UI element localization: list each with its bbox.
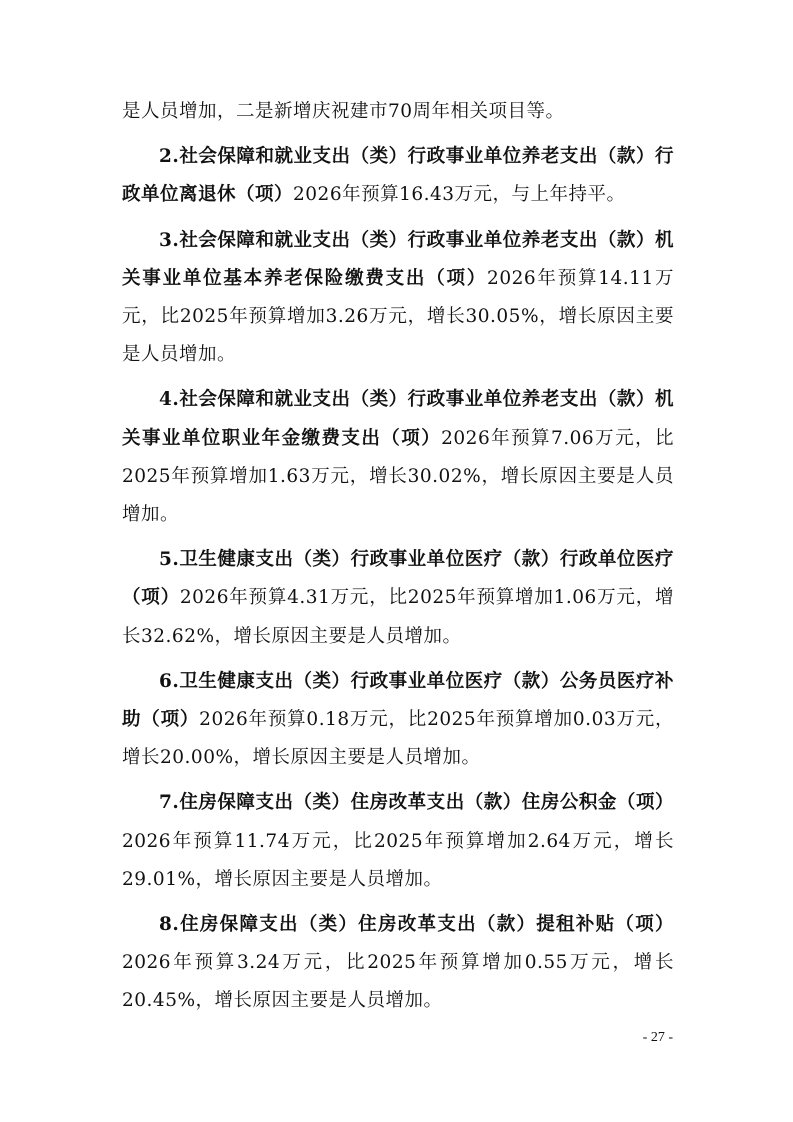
paragraph-body: 2026年预算11.74万元，比2025年预算增加2.64万元，增长29.01%，增长原因主要是人员增加。 <box>122 830 674 890</box>
paragraph-body: 2026年预算14.11万元，比2025年预算增加3.26万元，增长30.05%，增长原因主要是人员增加。 <box>122 267 674 366</box>
page-number: - 27 - <box>642 1030 673 1045</box>
paragraph-heading: 4.社会保障和就业支出（类）行政事业单位养老支出（款）机关事业单位职业年金缴费支出（项） <box>122 389 674 449</box>
paragraph-3 <box>122 222 674 375</box>
paragraph-heading: 7.住房保障支出（类）住房改革支出（款）住房公积金（项） <box>159 792 674 814</box>
paragraph-heading: 3.社会保障和就业支出（类）行政事业单位养老支出（款）机关事业单位基本养老保险缴费支出（项） <box>122 229 674 289</box>
paragraph-heading: 6.卫生健康支出（类）行政事业单位医疗（款）公务员医疗补助（项） <box>122 670 674 731</box>
paragraph-body: 2026年预算3.24万元，比2025年预算增加0.55万元，增长20.45%，增长原因主要是人员增加。 <box>122 952 674 1012</box>
paragraph-1 <box>122 93 674 131</box>
paragraph-4 <box>122 381 674 534</box>
paragraph-6 <box>122 663 674 778</box>
paragraph-7 <box>122 784 674 899</box>
paragraph-body: 2026年预算7.06万元，比2025年预算增加1.63万元，增长30.02%，增长原因主要是人员增加。 <box>122 427 674 526</box>
paragraph-body: 2026年预算0.18万元，比2025年预算增加0.03万元，增长20.00%，增长原因主要是人员增加。 <box>122 709 674 769</box>
paragraph-body: 是人员增加，二是新增庆祝建市70周年相关项目等。 <box>122 101 565 122</box>
paragraph-8 <box>122 906 674 1021</box>
paragraph-body: 2026年预算4.31万元，比2025年预算增加1.06万元，增长32.62%，增长原因主要是人员增加。 <box>122 587 674 647</box>
paragraph-heading: 8.住房保障支出（类）住房改革支出（款）提租补贴（项） <box>159 914 674 936</box>
paragraph-heading: 2.社会保障和就业支出（类）行政事业单位养老支出（款）行政单位离退休（项） <box>122 146 674 206</box>
paragraph-5 <box>122 541 674 656</box>
paragraph-2 <box>122 138 674 214</box>
paragraph-heading: 5.卫生健康支出（类）行政事业单位医疗（款）行政单位医疗（项） <box>122 549 674 609</box>
document-body <box>122 93 674 1028</box>
paragraph-body: 2026年预算16.43万元，与上年持平。 <box>293 184 626 206</box>
